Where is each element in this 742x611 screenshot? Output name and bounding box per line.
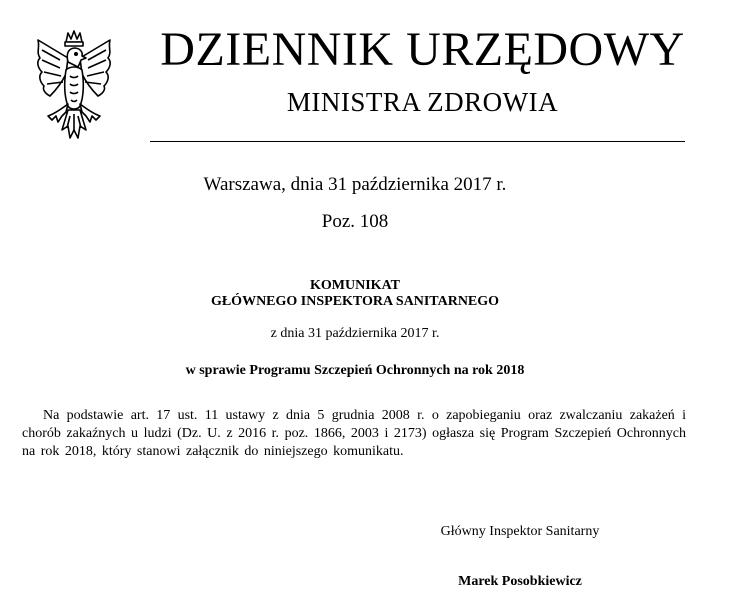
- signatory-title: Główny Inspektor Sanitarny: [440, 524, 600, 539]
- header-divider: [150, 141, 685, 142]
- issue-date: z dnia 31 października 2017 r.: [270, 326, 440, 341]
- document-subject: w sprawie Programu Szczepień Ochronnych na rok 2018: [185, 363, 525, 378]
- journal-subtitle: MINISTRA ZDROWIA: [286, 87, 559, 117]
- journal-title: DZIENNIK URZĘDOWY: [160, 23, 685, 76]
- document-type-heading: KOMUNIKAT: [310, 278, 400, 293]
- place-date: Warszawa, dnia 31 października 2017 r.: [203, 174, 507, 195]
- issuer-heading: GŁÓWNEGO INSPEKTORA SANITARNEGO: [210, 294, 500, 309]
- document-body: Na podstawie art. 17 ust. 11 ustawy z dnia 5 grudnia 2008 r. o zapobieganiu oraz zwalczaniu zakażeń i chorób zakaźnych u ludzi (Dz. U. z 2016 r. poz. 1866, 2003 i 2173) ogłasza się Program Szczepień Ochronnych na rok 2018, który stanowi załącznik do niniejszego komunikatu.: [22, 408, 686, 459]
- white-eagle-emblem-icon: [30, 30, 118, 148]
- position-number: Poz. 108: [321, 211, 389, 232]
- signatory-name: Marek Posobkiewicz: [458, 574, 582, 589]
